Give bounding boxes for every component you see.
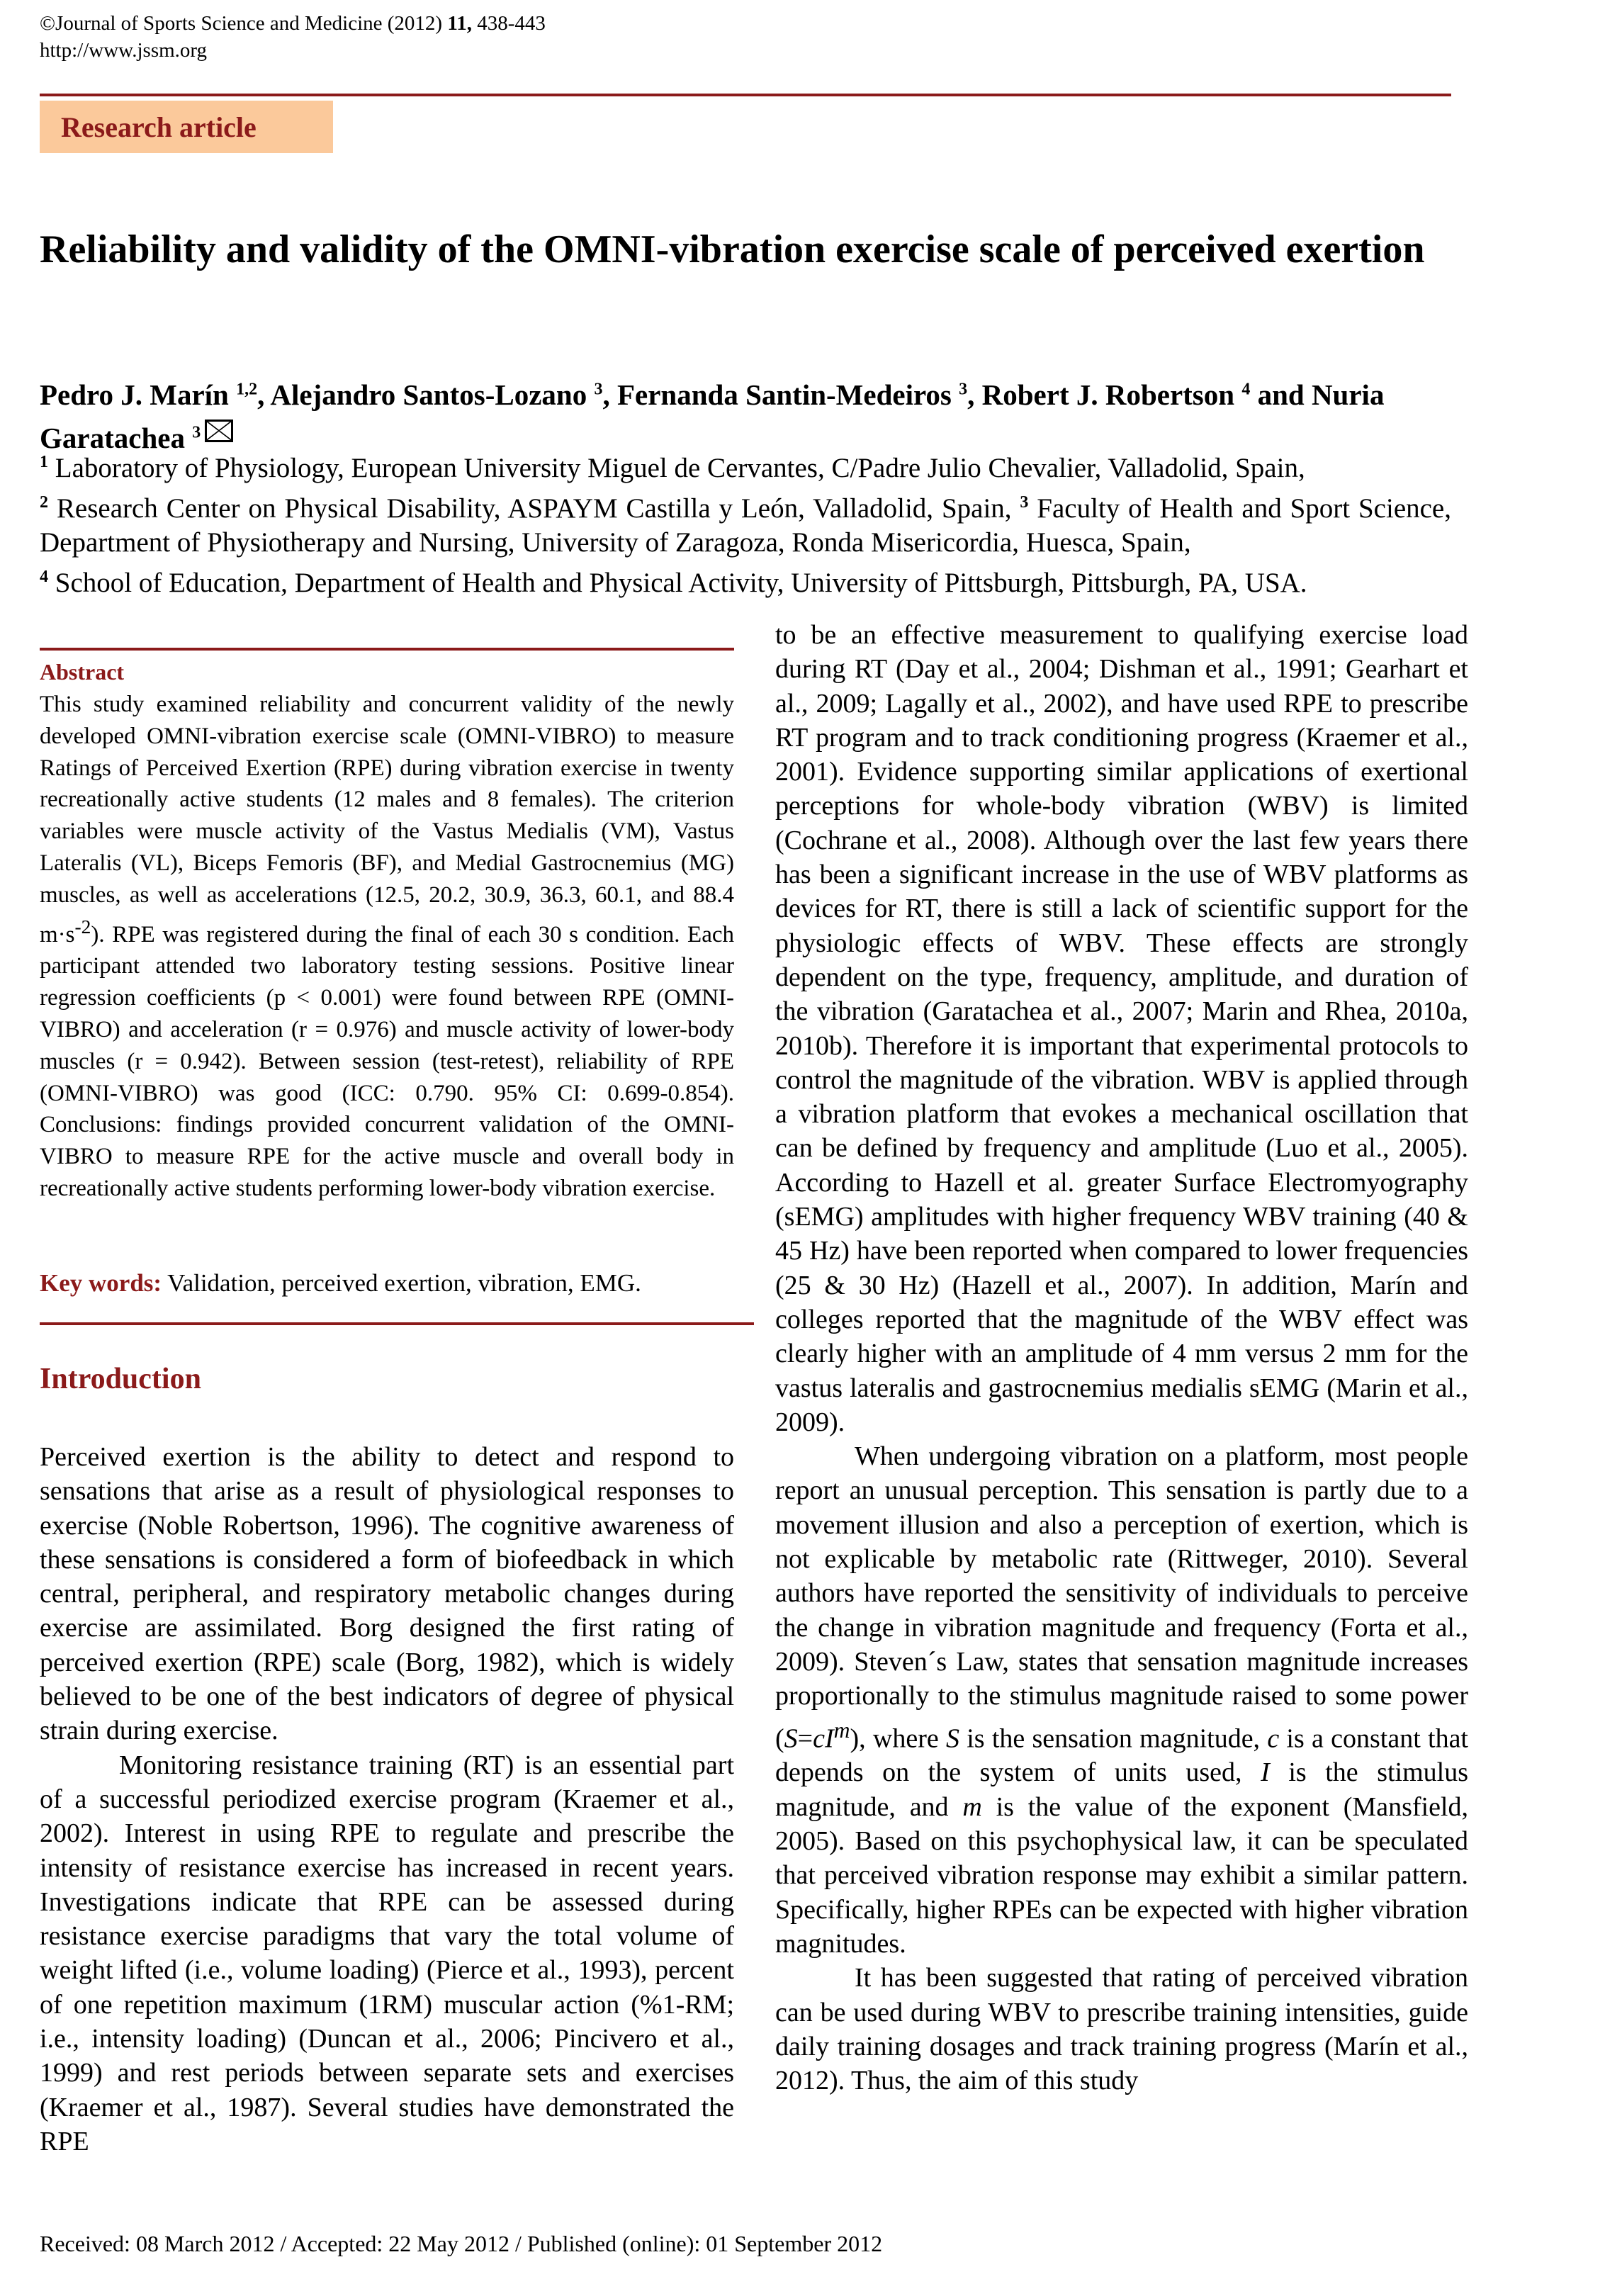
intro-paragraph-1: Perceived exertion is the ability to detect and respond to sensations that arise as a result of physiological responses to exercise (Noble Robertson, 1996). The cognitive awareness of these sensations is considered a form of biofeedback in which central, peripheral, and respiratory metabolic changes during exercise are assimilated. Borg designed the first rating of perceived exertion (RPE) scale (Borg, 1982), which is widely believed to be one of the best indicators of degree of physical strain during exercise. bbox=[40, 1442, 734, 1746]
abstract-top-rule bbox=[40, 648, 734, 651]
journal-url[interactable]: http://www.jssm.org bbox=[40, 39, 208, 62]
article-type-badge bbox=[40, 101, 333, 153]
publication-dates: Received: 08 March 2012 / Accepted: 22 May 2012 / Published (online): 01 September 2012 bbox=[40, 2231, 883, 2256]
author-1: Pedro J. Marín $^{1,2}$, bbox=[40, 378, 271, 411]
author-5: Nuria Garatachea $^3$ bbox=[40, 378, 1385, 455]
author-3: Fernanda Santin-Medeiros $^3$, bbox=[616, 378, 982, 411]
journal-header bbox=[40, 10, 546, 64]
right-column-body bbox=[775, 618, 1468, 2098]
introduction-body bbox=[40, 1440, 734, 2159]
keywords-bottom-rule bbox=[40, 1322, 754, 1325]
keywords bbox=[40, 1267, 734, 1300]
paper-title: Reliability and validity of the OMNI-vibration exercise scale of perceived exertion bbox=[40, 227, 1425, 271]
article-type-label: Research article bbox=[61, 111, 257, 143]
keywords-label: Key words: bbox=[40, 1269, 162, 1297]
author-2: Alejandro Santos-Lozano $^3$, bbox=[270, 378, 617, 411]
right-paragraph-2: When undergoing vibration on a platform, most people report an unusual perception. This sensation is partly due to a movement illusion and also a perception of exertion, which is not explicable by metabolic rate (Rittweger, 2010). Several authors have reported the sensitivity of individuals to perceive the change in vibration magnitude and frequency (Forta et al., 2009). Steven´s Law, states that sensation magnitude increases proportionally to the stimulus magnitude raised to some power $(S=cI^m)$, where S is the sensation magnitude, c is a constant that depends on the system of units used, I is the stimulus magnitude, and m is the value of the exponent (Mansfield, 2005). Based on this psychophysical law, it can be speculated that perceived vibration response may exhibit a similar pattern. Specifically, higher RPEs can be expected with higher vibration magnitudes. bbox=[775, 1441, 1469, 1959]
author-4: Robert J. Robertson $^4$ and bbox=[981, 378, 1312, 411]
affiliation-2-3: $^2$ Research Center on Physical Disability, ASPAYM Castilla y León, Valladolid, Spain, $^3$ Faculty of Health and Sport Science, Department of Physiotherapy and Nursing, University of Zaragoza, Ronda Misericordia, Huesca, Spain, bbox=[40, 493, 1451, 558]
author-list bbox=[40, 370, 1451, 457]
journal-volume: 11, bbox=[447, 12, 472, 35]
right-paragraph-1: to be an effective measurement to qualifying exercise load during RT (Day et al., 2004; Dishman et al., 1991; Gearhart et al., 2009; Lagally et al., 2002), and have used RPE to prescribe RT program and to track conditioning progress (Kraemer et al., 2001). Evidence supporting similar applications of exertional perceptions for whole-body vibration (WBV) is limited (Cochrane et al., 2008). Although over the last few years there has been a significant increase in the use of WBV platforms as devices for RT, there is still a lack of scientific support for the physiologic effects of WBV. These effects are strongly dependent on the type, frequency, amplitude, and duration of the vibration (Garatachea et al., 2007; Marin and Rhea, 2010a, 2010b). Therefore it is important that experimental protocols to control the magnitude of the vibration. WBV is applied through a vibration platform that evokes a mechanical oscillation that can be defined by frequency and amplitude (Luo et al., 2005). According to Hazell et al. greater Surface Electromyography (sEMG) amplitudes with higher frequency WBV training (40 & 45 Hz) have been reported when compared to lower frequencies (25 & 30 Hz) (Hazell et al., 2007). In addition, Marín and colleges reported that the magnitude of the WBV effect was clearly higher with an amplitude of 4 mm versus 2 mm for the vastus lateralis and gastrocnemius medialis sEMG (Marin et al., 2009). bbox=[775, 620, 1468, 1437]
envelope-icon[interactable] bbox=[205, 420, 233, 442]
abstract-heading: Abstract bbox=[40, 659, 125, 685]
right-paragraph-3: It has been suggested that rating of perceived vibration can be used during WBV to prescribe training intensities, guide daily training dosages and track training progress (Marín et al., 2012). Thus, the aim of this study bbox=[775, 1963, 1468, 2096]
affiliation-4: $^4$ School of Education, Department of Health and Physical Activity, University of Pittsburgh, Pittsburgh, PA, USA. bbox=[40, 568, 1307, 598]
header-rule bbox=[40, 94, 1451, 96]
abstract-text: This study examined reliability and concurrent validity of the newly developed OMNI-vibration exercise scale (OMNI-VIBRO) to measure Ratings of Perceived Exertion (RPE) during vibration exercise in twenty recreationally active students (12 males and 8 females). The criterion variables were muscle activity of the Vastus Medialis (VM), Vastus Lateralis (VL), Biceps Femoris (BF), and Medial Gastrocnemius (MG) muscles, as well as accelerations (12.5, 20.2, 30.9, 36.3, 60.1, and 88.4 $m\cdot s^{-2}$). RPE was registered during the final of each 30 s condition. Each participant attended two laboratory testing sessions. Positive linear regression coefficients (p < 0.001) were found between RPE (OMNI-VIBRO) and acceleration (r = 0.976) and muscle activity of lower-body muscles (r = 0.942). Between session (test-retest), reliability of RPE (OMNI-VIBRO) was good (ICC: 0.790. 95% CI: 0.699-0.854). Conclusions: findings provided concurrent validation of the OMNI-VIBRO to measure RPE for the active muscle and overall body in recreationally active students performing lower-body vibration exercise. bbox=[40, 692, 734, 1201]
journal-citation: ©Journal of Sports Science and Medicine (2012) 11, 438-443 bbox=[40, 12, 546, 35]
keywords-text: Validation, perceived exertion, vibration, EMG. bbox=[162, 1269, 641, 1297]
affiliations bbox=[40, 445, 1451, 600]
intro-paragraph-2: Monitoring resistance training (RT) is an essential part of a successful periodized exercise program (Kraemer et al., 2002). Interest in using RPE to regulate and prescribe the intensity of resistance exercise has increased in recent years. Investigations indicate that RPE can be assessed during resistance exercise paradigms that vary the total volume of weight lifted (i.e., volume loading) (Pierce et al., 1993), percent of one repetition maximum (1RM) muscular action (%1-RM; i.e., intensity loading) (Duncan et al., 2006; Pincivero et al., 1999) and rest periods between separate sets and exercises (Kraemer et al., 1987). Several studies have demonstrated the RPE bbox=[40, 1750, 734, 2156]
affiliation-1: $^1$ Laboratory of Physiology, European University Miguel de Cervantes, C/Padre Julio Chevalier, Valladolid, Spain, bbox=[40, 453, 1305, 483]
introduction-heading: Introduction bbox=[40, 1363, 201, 1395]
